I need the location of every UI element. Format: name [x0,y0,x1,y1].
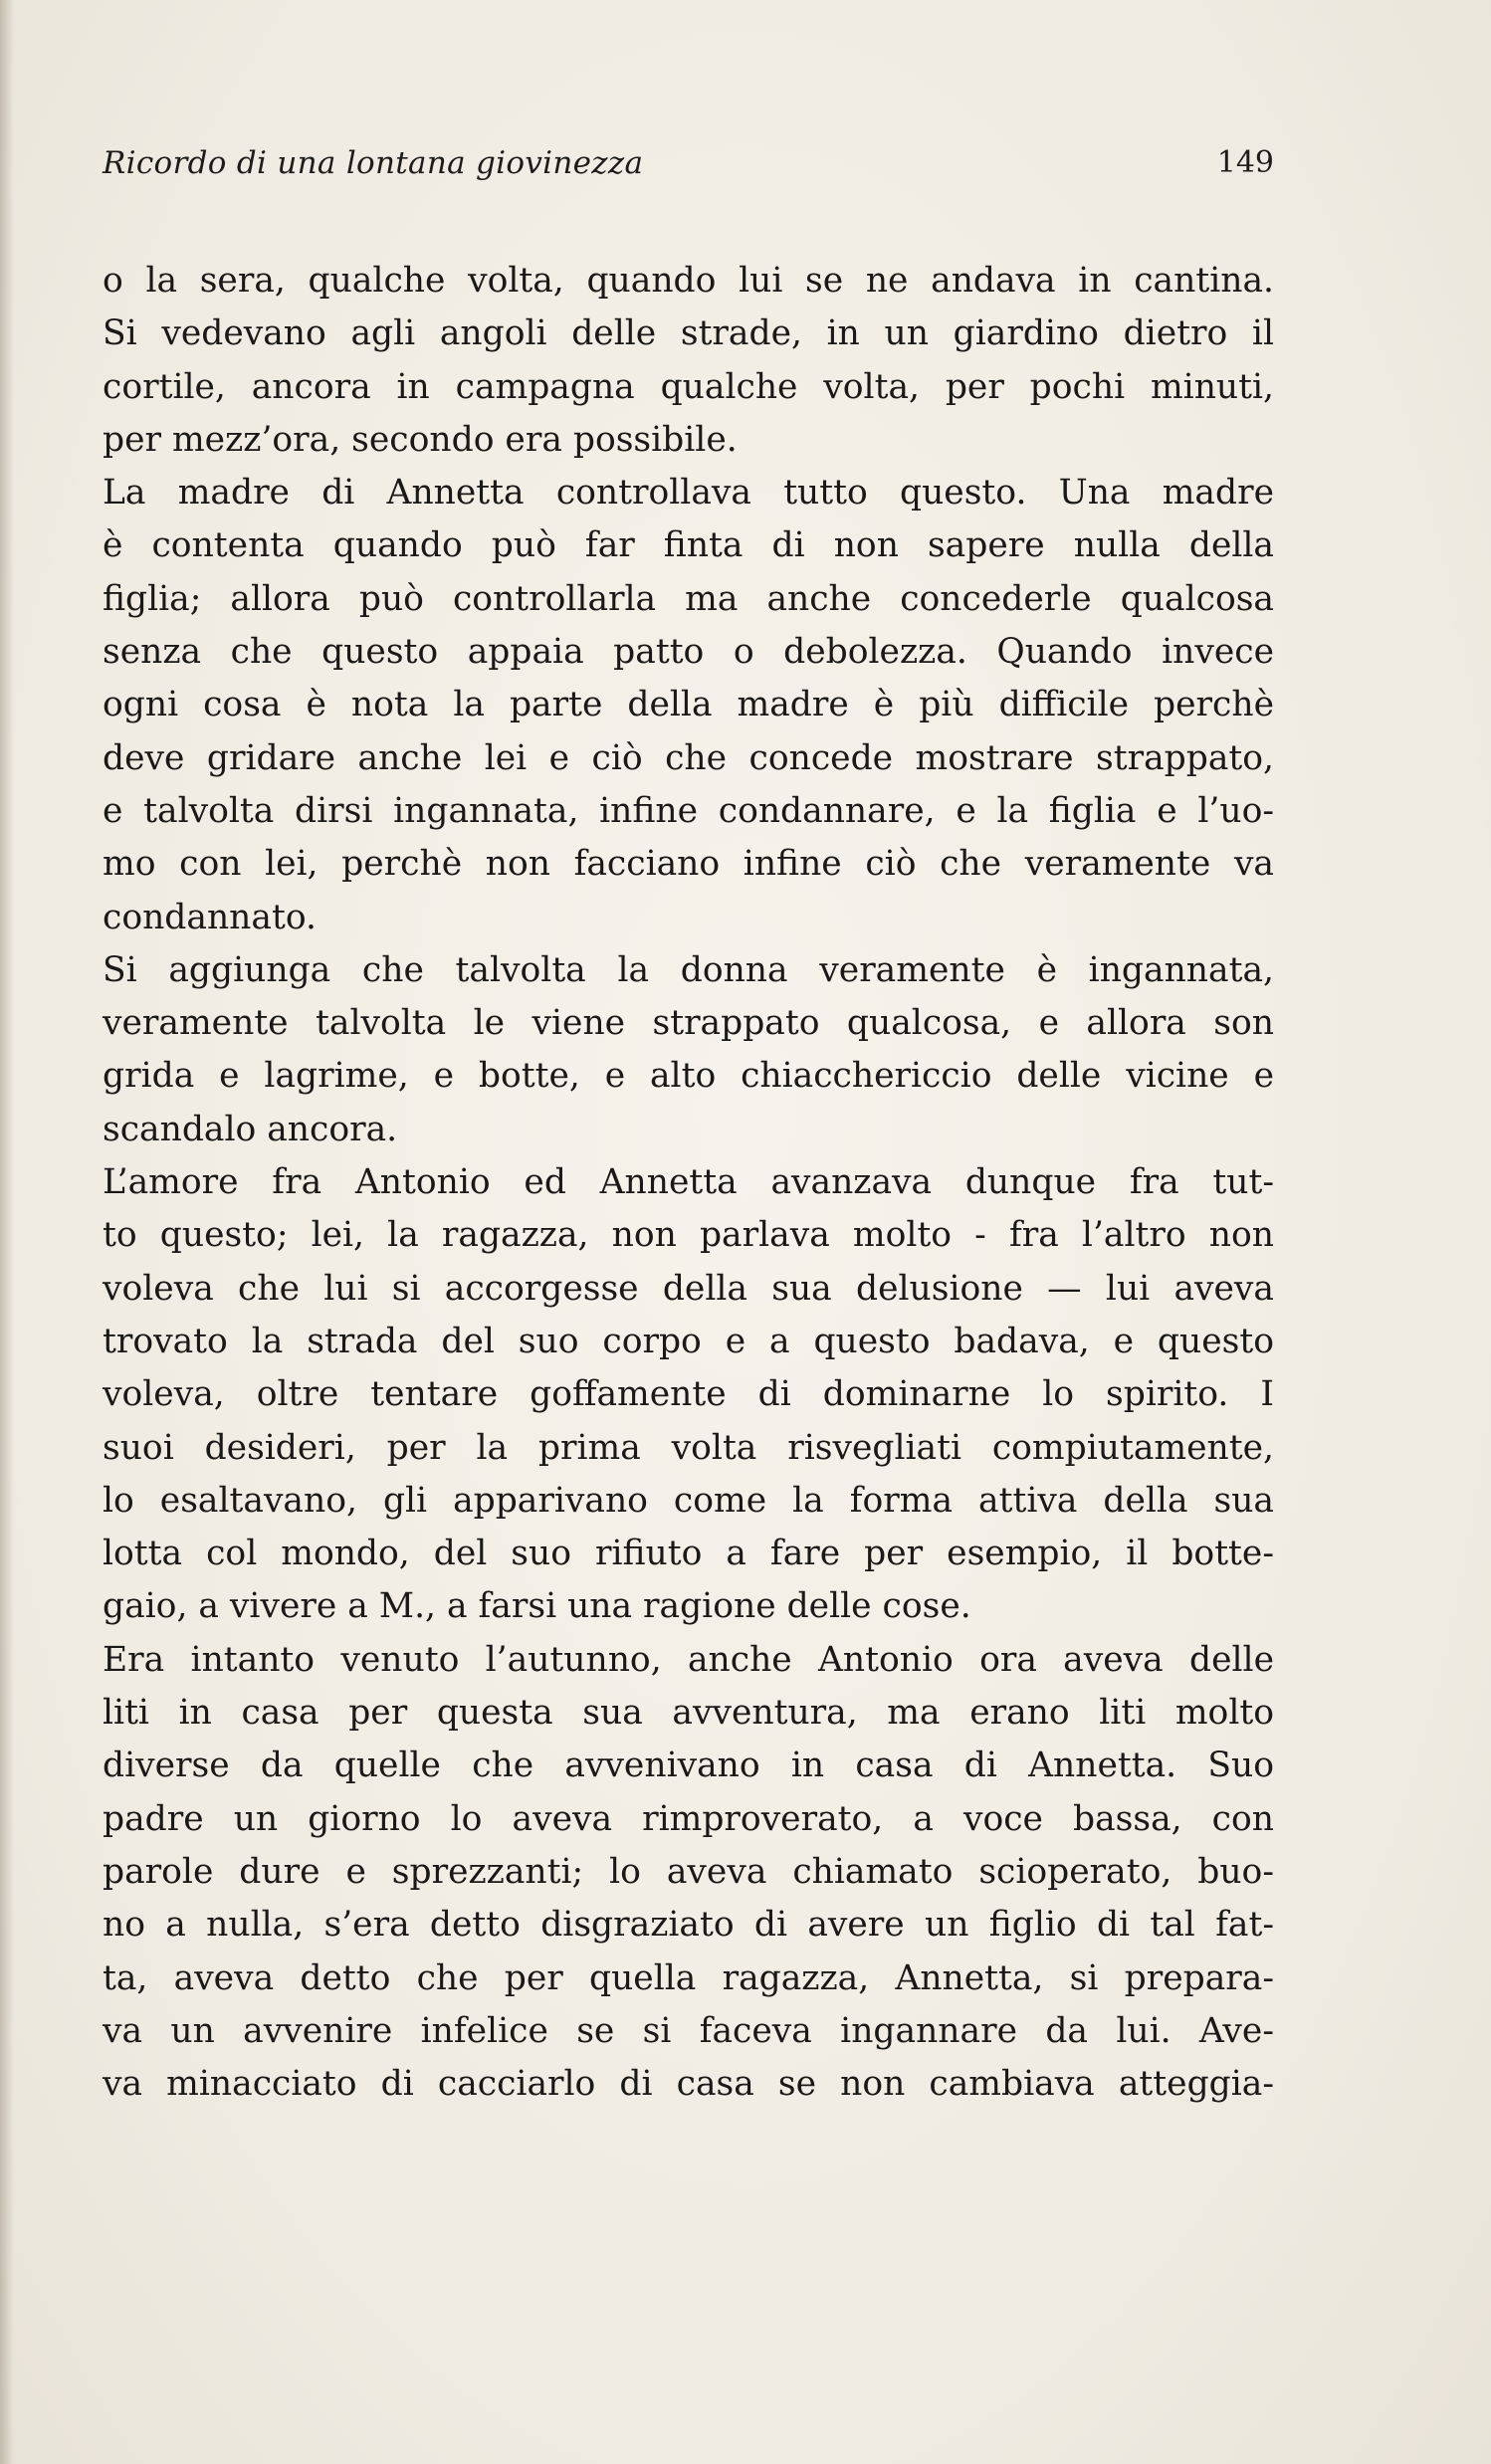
text-line: Si aggiunga che talvolta la donna veramente è ingannata, [103,949,1274,990]
text-line: cortile, ancora in campagna qualche volta, per pochi minuti, [103,366,1274,407]
text-line: no a nulla, s’era detto disgraziato di avere un figlio di tal fat- [103,1905,1274,1946]
text-line: è contenta quando può far finta di non sapere nulla della [103,525,1274,566]
text-line: e talvolta dirsi ingannata, infine condannare, e la figlia e l’uo- [103,790,1274,831]
text-line: deve gridare anche lei e ciò che concede mostrare strappato, [103,737,1274,778]
text-line: scandalo ancora. [103,1109,398,1149]
text-line: per mezz’ora, secondo era possibile. [103,419,738,460]
text-line: voleva, oltre tentare goffamente di dominarne lo spirito. I [103,1374,1274,1415]
text-line: ogni cosa è nota la parte della madre è più difficile perchè [103,685,1274,725]
body-text [103,255,1274,2111]
text-line: liti in casa per questa sua avventura, ma erano liti molto [103,1693,1274,1734]
text-line: La madre di Annetta controllava tutto questo. Una madre [103,473,1274,513]
text-line: Era intanto venuto l’autunno, anche Antonio ora aveva delle [103,1639,1274,1680]
text-line: condannato. [103,897,317,937]
text-line: parole dure e sprezzanti; lo aveva chiamato scioperato, buo- [103,1851,1274,1892]
page-edge-shadow [0,0,14,2464]
text-line: diverse da quelle che avvenivano in casa di Annetta. Suo [103,1745,1274,1786]
text-line: grida e lagrime, e botte, e alto chiacchericcio delle vicine e [103,1056,1274,1097]
text-line: L’amore fra Antonio ed Annetta avanzava dunque fra tut- [103,1162,1274,1203]
text-line: figlia; allora può controllarla ma anche concederle qualcosa [103,578,1274,619]
page-number: 149 [1216,145,1274,180]
text-line: mo con lei, perchè non facciano infine ciò che veramente va [103,844,1274,885]
text-line: va un avvenire infelice se si faceva ingannare da lui. Ave- [103,2010,1274,2051]
text-line: padre un giorno lo aveva rimproverato, a voce bassa, con [103,1798,1274,1839]
text-line: va minacciato di cacciarlo di casa se non cambiava atteggia- [103,2064,1274,2105]
text-line: to questo; lei, la ragazza, non parlava molto - fra l’altro non [103,1215,1274,1256]
text-line: voleva che lui si accorgesse della sua delusione — lui aveva [103,1268,1274,1309]
text-line: veramente talvolta le viene strappato qualcosa, e allora son [103,1003,1274,1044]
text-line: senza che questo appaia patto o debolezza. Quando invece [103,632,1274,673]
text-line: ta, aveva detto che per quella ragazza, Annetta, si prepara- [103,1957,1274,1998]
text-line: Si vedevano agli angoli delle strade, in un giardino dietro il [103,313,1274,354]
text-line: trovato la strada del suo corpo e a questo badava, e questo [103,1321,1274,1361]
running-title: Ricordo di una lontana giovinezza [103,145,644,181]
running-head [103,145,1274,197]
text-line: o la sera, qualche volta, quando lui se ne andava in cantina. [103,261,1274,301]
text-line: suoi desideri, per la prima volta risvegliati compiutamente, [103,1427,1274,1468]
text-line: lotta col mondo, del suo rifiuto a fare per esempio, il botte- [103,1534,1274,1574]
text-line: lo esaltavano, gli apparivano come la forma attiva della sua [103,1480,1274,1521]
text-line: gaio, a vivere a M., a farsi una ragione delle cose. [103,1586,971,1627]
